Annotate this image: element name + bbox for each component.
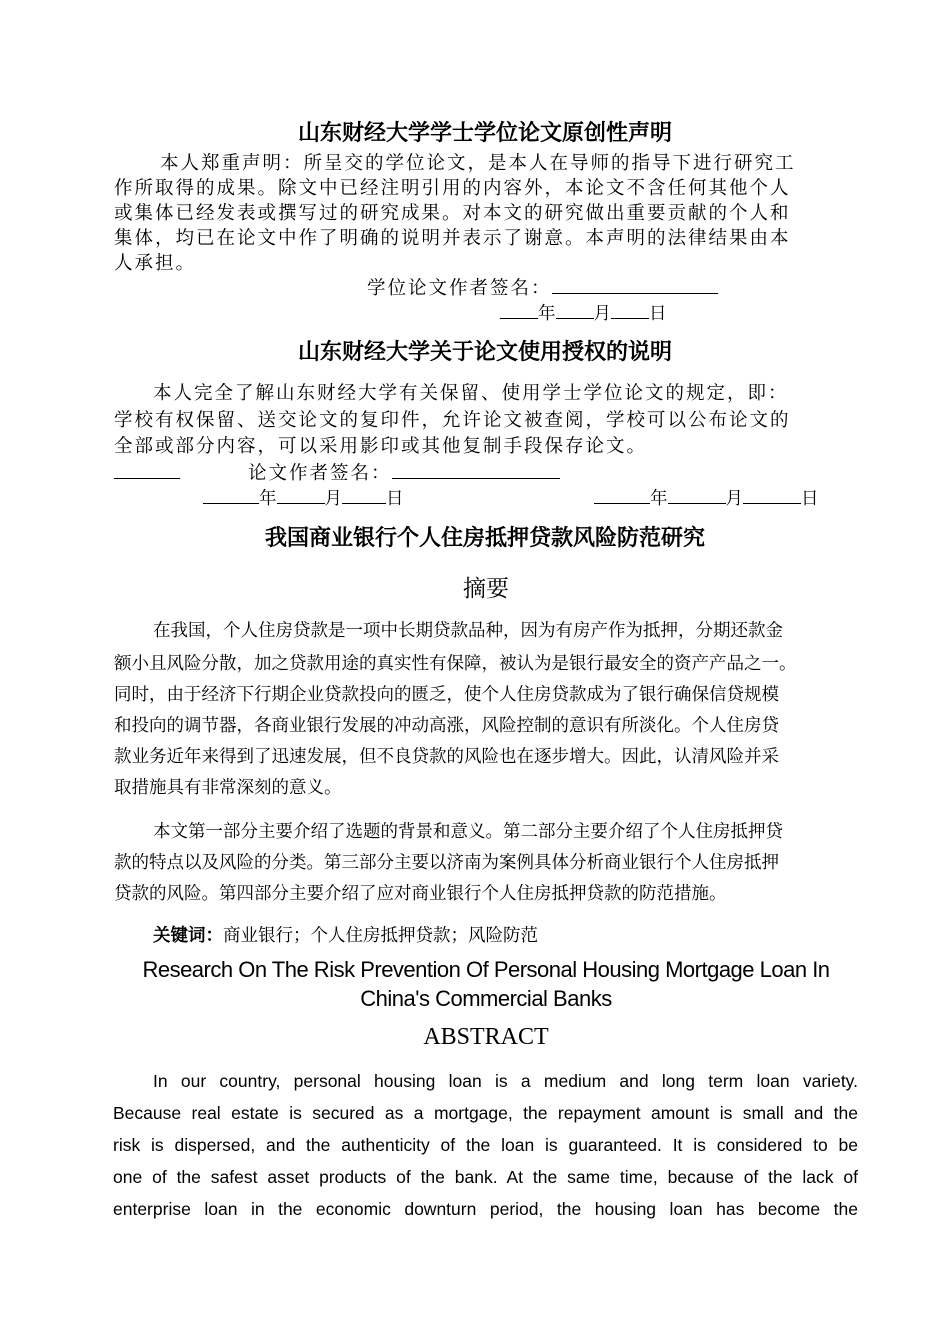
abstract-cn-line: 和投向的调节器，各商业银行发展的冲动高涨，风险控制的意识有所淡化。个人住房贷 [114,716,779,736]
declaration-line: 作所取得的成果。除文中已经注明引用的内容外，本论文不含任何其他个人 [114,178,791,199]
thesis-title-en-line: China's Commercial Banks [360,986,612,1011]
declaration-signature [367,274,718,300]
signature-blank [392,476,560,479]
signature-label: 论文作者签名： [248,463,392,484]
abstract-cn-line: 额小且风险分散，加之贷款用途的真实性有保障，被认为是银行最安全的资产产品之一。 [114,654,797,674]
keywords [153,922,538,947]
day-blank [342,501,386,504]
abstract-cn-line: 款业务近年来得到了迅速发展，但不良贷款的风险也在逐步增大。因此，认清风险并采 [114,747,779,767]
declaration-line: 人承担。 [114,253,197,274]
declaration-title: 山东财经大学学士学位论文原创性声明 [297,121,672,146]
month-blank [668,501,726,504]
authorization-date-left [203,485,404,510]
abstract-en-line: one of the safest asset products of the bank. At the same time, because of the lack of [113,1167,858,1187]
signature-blank [552,291,718,294]
abstract-en-heading: ABSTRACT [423,1024,549,1050]
year-label: 年 [650,489,668,509]
abstract-cn-line: 贷款的风险。第四部分主要介绍了应对商业银行个人住房抵押贷款的防范措施。 [114,884,727,904]
abstract-en-line: Because real estate is secured as a mortgage, the repayment amount is small and the [113,1103,858,1123]
abstract-cn-line: 在我国，个人住房贷款是一项中长期贷款品种，因为有房产作为抵押，分期还款金 [153,621,783,641]
day-label: 日 [801,489,819,509]
abstract-cn-heading: 摘要 [463,576,509,602]
signature-label: 学位论文作者签名： [367,278,552,299]
authorization-line: 全部或部分内容，可以采用影印或其他复制手段保存论文。 [114,436,648,457]
abstract-cn-line: 取措施具有非常深刻的意义。 [114,778,342,798]
month-label: 月 [593,304,611,324]
year-blank [203,501,259,504]
declaration-line: 本人郑重声明：所呈交的学位论文，是本人在导师的指导下进行研究工 [160,153,796,174]
abstract-en-line: enterprise loan in the economic downturn period, the housing loan has become the [113,1199,858,1219]
year-blank [594,501,650,504]
abstract-en-line: In our country, personal housing loan is a medium and long term loan variety. [153,1071,858,1091]
thesis-title-en-line: Research On The Risk Prevention Of Personal Housing Mortgage Loan In [142,957,830,982]
declaration-date [500,300,667,325]
keywords-label: 关键词： [153,926,223,946]
day-label: 日 [386,489,404,509]
keywords-value: 商业银行；个人住房抵押贷款；风险防范 [223,926,538,946]
month-blank [277,501,325,504]
month-label: 月 [324,489,342,509]
year-label: 年 [538,304,556,324]
abstract-cn-line: 同时，由于经济下行期企业贷款投向的匮乏，使个人住房贷款成为了银行确保信贷规模 [114,685,779,705]
year-label: 年 [259,489,277,509]
leading-blank [114,476,180,479]
day-label: 日 [649,304,667,324]
day-blank [743,501,801,504]
authorization-date-right [594,485,819,510]
authorization-line: 本人完全了解山东财经大学有关保留、使用学士学位论文的规定，即： [153,383,789,404]
declaration-line: 集体，均已在论文中作了明确的说明并表示了谢意。本声明的法律结果由本 [114,228,791,249]
day-blank [611,316,649,319]
year-blank [500,316,538,319]
abstract-cn-line: 款的特点以及风险的分类。第三部分主要以济南为案例具体分析商业银行个人住房抵押 [114,853,779,873]
month-blank [556,316,594,319]
abstract-cn-line: 本文第一部分主要介绍了选题的背景和意义。第二部分主要介绍了个人住房抵押贷 [153,822,783,842]
authorization-line: 学校有权保留、送交论文的复印件，允许论文被查阅，学校可以公布论文的 [114,410,791,431]
thesis-title-cn: 我国商业银行个人住房抵押贷款风险防范研究 [264,526,705,551]
declaration-line: 或集体已经发表或撰写过的研究成果。对本文的研究做出重要贡献的个人和 [114,203,791,224]
authorization-title: 山东财经大学关于论文使用授权的说明 [297,340,672,365]
abstract-en-line: risk is dispersed, and the authenticity of the loan is guaranteed. It is considered to be [113,1135,858,1155]
month-label: 月 [725,489,743,509]
authorization-signature [114,459,560,485]
